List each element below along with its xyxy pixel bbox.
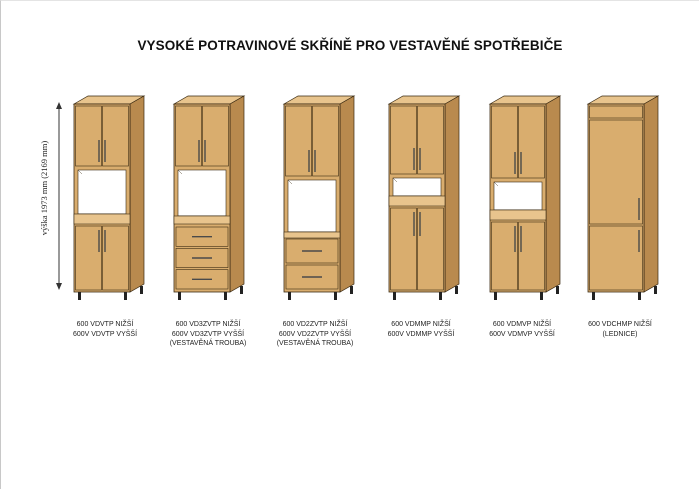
cabinet-leg <box>638 292 641 300</box>
cabinet-side <box>230 96 244 292</box>
appliance-niche <box>78 170 126 214</box>
cabinet-leg <box>78 292 81 300</box>
cabinet-leg <box>455 286 458 294</box>
caption-line: (VESTAVĚNÁ TROUBA) <box>276 340 354 347</box>
cabinet-door <box>492 106 518 178</box>
caption-line: 600 VDVTP NIŽŠÍ <box>76 321 134 328</box>
shelf-panel <box>74 214 130 224</box>
cabinet-door <box>492 222 518 290</box>
cabinet-door <box>391 208 417 290</box>
cabinet-door <box>313 106 339 176</box>
caption-line: 600V VD3ZVTP VYŠŠÍ <box>171 330 245 338</box>
cabinet-leg <box>592 292 595 300</box>
cabinet-leg <box>334 292 337 300</box>
cabinet-leg <box>178 292 181 300</box>
cabinet-leg <box>654 286 657 294</box>
cabinet-leg <box>288 292 291 300</box>
cabinet-leg <box>140 286 143 294</box>
caption-line: (LEDNICE) <box>602 330 638 338</box>
cabinet-door <box>519 222 545 290</box>
cabinet-leg <box>540 292 543 300</box>
cabinet-door <box>286 106 312 176</box>
cabinet-door <box>203 106 229 166</box>
cabinet-leg <box>439 292 442 300</box>
shelf-panel <box>174 216 230 224</box>
cabinet-leg <box>240 286 243 294</box>
appliance-niche <box>178 170 226 216</box>
height-dimension-label: výška 1973 mm (2169 mm) <box>39 140 49 236</box>
fridge-lower-door <box>590 226 643 290</box>
cabinet-door <box>176 106 202 166</box>
cabinet-side <box>130 96 144 292</box>
cabinet-side <box>546 96 560 292</box>
caption-line: 600 VDMVP NIŽŠÍ <box>492 321 552 328</box>
cabinet-leg <box>393 292 396 300</box>
cabinet-vdmmp <box>383 86 467 304</box>
appliance-niche <box>494 182 542 210</box>
caption-line: 600V VDMVP VYŠŠÍ <box>489 330 555 338</box>
cabinet-side <box>445 96 459 292</box>
height-dimension-arrow <box>54 102 64 292</box>
caption-vd2zvtp <box>260 320 370 349</box>
cabinet-vd3zvtp <box>168 86 252 304</box>
caption-line: 600 VDMMP NIŽŠÍ <box>391 321 451 328</box>
cabinet-door <box>418 106 444 174</box>
caption-line: 600V VDMMP VYŠŠÍ <box>387 330 455 338</box>
caption-vdvtp <box>50 320 160 339</box>
caption-line: 600 VDCHMP NIŽŠÍ <box>588 321 652 328</box>
caption-line: 600V VD2ZVTP VYŠŠÍ <box>278 330 352 338</box>
caption-vdmmp <box>366 320 476 339</box>
cabinet-side <box>340 96 354 292</box>
shelf-panel <box>389 196 445 206</box>
cabinet-leg <box>556 286 559 294</box>
cabinet-door <box>418 208 444 290</box>
caption-line: (VESTAVĚNÁ TROUBA) <box>169 340 247 347</box>
fridge-upper-door <box>590 120 643 224</box>
cabinet-vdvtp <box>68 86 152 304</box>
cabinet-door <box>103 226 129 290</box>
cabinet-leg <box>494 292 497 300</box>
cabinet-vdchmp <box>582 86 666 304</box>
cabinet-door <box>519 106 545 178</box>
shelf-panel <box>490 210 546 220</box>
cabinet-vd2zvtp <box>278 86 362 304</box>
caption-line: 600 VD3ZVTP NIŽŠÍ <box>175 321 241 328</box>
cabinet-door <box>103 106 129 166</box>
fridge-top-panel <box>590 106 643 118</box>
cabinet-leg <box>124 292 127 300</box>
appliance-niche <box>288 180 336 232</box>
cabinet-door <box>76 226 102 290</box>
caption-vd3zvtp <box>153 320 263 349</box>
caption-line: 600 VD2ZVTP NIŽŠÍ <box>282 321 348 328</box>
appliance-niche <box>393 178 441 196</box>
caption-vdmvp <box>467 320 577 339</box>
cabinet-door <box>391 106 417 174</box>
cabinet-side <box>644 96 658 292</box>
caption-vdchmp <box>565 320 675 339</box>
cabinet-leg <box>224 292 227 300</box>
cabinet-leg <box>350 286 353 294</box>
page-title: VYSOKÉ POTRAVINOVÉ SKŘÍNĚ PRO VESTAVĚNÉ SPOTŘEBIČE <box>137 38 563 53</box>
cabinet-vdmvp <box>484 86 568 304</box>
caption-line: 600V VDVTP VYŠŠÍ <box>72 330 138 338</box>
cabinet-door <box>76 106 102 166</box>
shelf-panel <box>284 232 340 238</box>
